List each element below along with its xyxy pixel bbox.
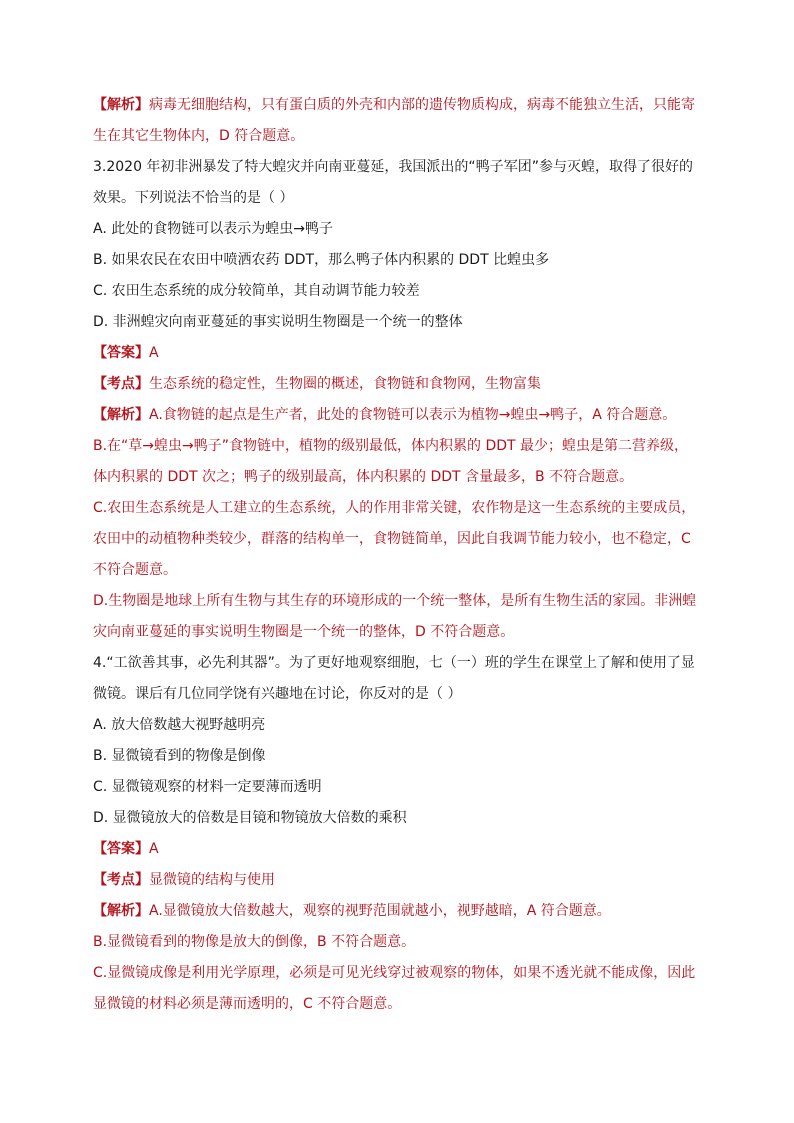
kaodian-tag: 【考点】 [93,872,149,888]
q4-analysis-c-2: 显微镜的材料必须是薄而透明的，C 不符合题意。 [93,996,402,1012]
q3-analysis-d-1: D.生物圈是地球上所有生物与其生存的环境形成的一个统一整体，是所有生物生活的家园。非洲蝗 [93,593,697,609]
q3-option-b: B. 如果农民在农田中喷洒农药 DDT，那么鸭子体内积累的 DDT 比蝗虫多 [93,252,550,268]
q4-option-c: C. 显微镜观察的材料一定要薄而透明 [93,779,322,795]
document-page [93,95,705,1014]
q3-option-a: A. 此处的食物链可以表示为蝗虫→鸭子 [93,221,333,237]
answer-value: A [149,841,159,857]
kaodian-tag: 【考点】 [93,376,149,392]
q3-analysis-a: 【解析】A.食物链的起点是生产者，此处的食物链可以表示为植物→蝗虫→鸭子，A 符合题意。 [93,407,677,423]
q4-analysis-a: 【解析】A.显微镜放大倍数越大，观察的视野范围就越小，视野越暗，A 符合题意。 [93,903,611,919]
q4-stem-line-1: 4.“工欲善其事，必先利其器”。为了更好地观察细胞，七（一）班的学生在课堂上了解和使用了显 [93,655,695,671]
q4-option-b: B. 显微镜看到的物像是倒像 [93,748,266,764]
analysis-tag: 【解析】 [93,903,149,919]
q2-analysis-line-1: 【解析】病毒无细胞结构，只有蛋白质的外壳和内部的遗传物质构成，病毒不能独立生活，只能寄 [93,97,695,113]
q3-analysis-d-2: 灾向南亚蔓延的事实说明生物圈是一个统一的整体，D 不符合题意。 [93,624,515,640]
q4-option-d: D. 显微镜放大的倍数是目镜和物镜放大倍数的乘积 [93,810,407,826]
analysis-tag: 【解析】 [93,97,149,113]
q3-analysis-b-1: B.在“草→蝗虫→鸭子”食物链中，植物的级别最低，体内积累的 DDT 最少；蝗虫是第二营养级， [93,438,689,454]
q3-stem-line-1: 3.2020 年初非洲暴发了特大蝗灾并向南亚蔓延，我国派出的“鸭子军团”参与灭蝗，取得了很好的 [93,159,693,175]
q3-kaodian: 【考点】生态系统的稳定性，生物圈的概述，食物链和食物网，生物富集 [93,376,541,392]
q3-stem-line-2: 效果。下列说法不恰当的是（ ） [93,190,294,206]
q3-analysis-c-3: 不符合题意。 [93,562,177,578]
q4-analysis-b: B.显微镜看到的物像是放大的倒像，B 不符合题意。 [93,934,416,950]
answer-tag: 【答案】 [93,345,149,361]
q4-kaodian: 【考点】显微镜的结构与使用 [93,872,275,888]
q3-option-c: C. 农田生态系统的成分较简单，其自动调节能力较差 [93,283,420,299]
answer-value: A [149,345,159,361]
q3-analysis-b-2: 体内积累的 DDT 次之；鸭子的级别最高，体内积累的 DDT 含量最多，B 不符合题意。 [93,469,634,485]
answer-tag: 【答案】 [93,841,149,857]
q2-analysis-line-2: 生在其它生物体内，D 符合题意。 [93,128,305,144]
q3-analysis-c-2: 农田中的动植物种类较少，群落的结构单一，食物链简单，因此自我调节能力较小，也不稳定，C [93,531,691,547]
analysis-tag: 【解析】 [93,407,149,423]
q4-answer [93,839,705,859]
q4-analysis-c-1: C.显微镜成像是利用光学原理，必须是可见光线穿过被观察的物体，如果不透光就不能成像，因此 [93,965,696,981]
q3-answer [93,343,705,363]
q3-option-d: D. 非洲蝗灾向南亚蔓延的事实说明生物圈是一个统一的整体 [93,314,463,330]
q4-stem-line-2: 微镜。课后有几位同学饶有兴趣地在讨论，你反对的是（ ） [93,686,462,702]
q3-analysis-c-1: C.农田生态系统是人工建立的生态系统，人的作用非常关键，农作物是这一生态系统的主要成员， [93,500,696,516]
q4-option-a: A. 放大倍数越大视野越明亮 [93,717,266,733]
